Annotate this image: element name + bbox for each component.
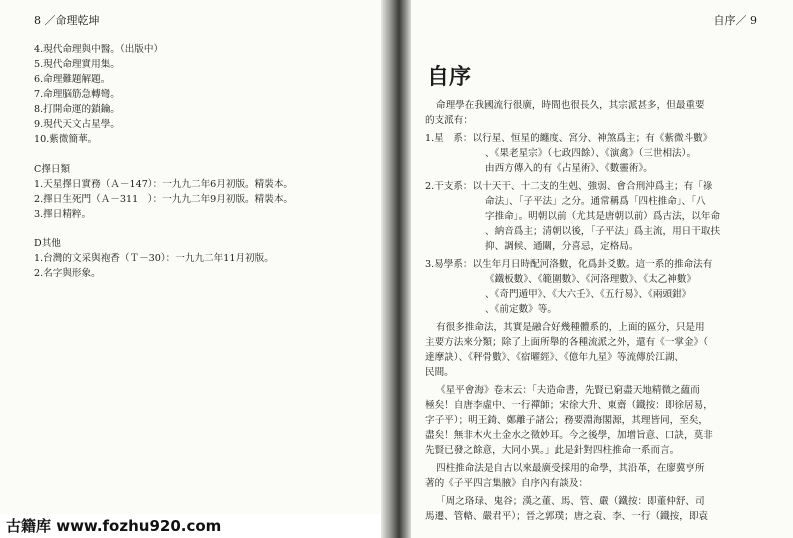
text-line: 的支派有： — [425, 115, 473, 126]
text-line: 2.干支系：以十天干、十二支的生剋、強弱、會合刑沖爲主；有「祿 — [425, 181, 713, 192]
list-item: 6.命理難題解題。 — [34, 74, 111, 85]
text-line: 「周之珞琭、鬼谷；漢之董、馬、管、嚴（鐵按：即董仲舒、司 — [436, 496, 705, 507]
list-item: 10.紫微簡華。 — [34, 134, 98, 145]
section-heading-d: D其他 — [34, 238, 61, 249]
list-item: 7.命理脳筋急轉彎。 — [34, 89, 120, 100]
text-line: 民間。 — [425, 367, 454, 378]
page-title: 自序 — [427, 64, 472, 90]
text-line: 1.星 系：以行星、恒星的纏度、宮分、神煞爲主；有《紫微斗數》 — [425, 133, 713, 144]
text-line: 先賢已發之餘意，大同小異。」此是針對四柱推命一系而言。 — [425, 445, 680, 456]
left-page-header: 8 ／命理乾坤 — [34, 14, 100, 27]
text-line: 盡矣！無非木火土金水之徵妙耳。今之後學，加增旨意、口訣，莫非 — [425, 430, 713, 441]
text-line: 、《果老星宗》（七政四餘）、《演禽》（三世相法）。 — [485, 148, 697, 159]
list-item: 3.擇日精粹。 — [34, 209, 92, 220]
text-line: 字推命」。明朝以前（尤其是唐朝以前）爲古法，以年命 — [485, 211, 721, 222]
list-item: 8.打開命運的鎖鑰。 — [34, 104, 120, 115]
text-line: 、《奇門遁甲》、《大六壬》、《五行易》、《兩頭鉗》 — [485, 289, 692, 300]
text-line: 馬遷、管輅、嚴君平）；晉之郭璞；唐之袁、李、一行（鐵按，即袁 — [425, 511, 709, 522]
text-line: 主要方法來分類；除了上面所舉的各種流派之外，還有《一掌金》（ — [425, 337, 709, 348]
list-item: 1.天星擇日實務（Ａ－147）：一九九二年6月初版。精裝本。 — [34, 179, 294, 190]
text-line: 達摩訣）、《秤骨數》、《宿曜經》、《億年九星》等流傳於江湖、 — [425, 352, 685, 363]
text-line: 3.易學系：以生年月日時配河洛數，化爲卦爻數。這一系的推命法有 — [425, 259, 713, 270]
text-line: 著的《子平四言集腋》自序內有談及： — [425, 478, 589, 489]
right-page-header: 自序／ 9 — [713, 14, 757, 27]
text-line: 極矣！自唐李虛中、一行禪師；宋徐大升、東齋（鐵按：即徐居易， — [425, 400, 713, 411]
list-item: 4.現代命理與中醫。（出版中） — [34, 44, 164, 55]
text-line: 、納音爲主；清朝以後，「子平法」爲主流，用日干取扶 — [485, 226, 721, 237]
watermark-text: 古籍库 www.fozhu920.com — [6, 517, 222, 535]
list-item: 1.台灣的文采與袍香（Ｔ－30）：一九九二年11月初版。 — [34, 253, 274, 264]
left-page — [0, 0, 381, 538]
text-line: 有很多推命法，其實是融合好幾種體系的，上面的區分，只是用 — [436, 322, 705, 333]
text-line: 字子平）；明王錡、鄭離子諸公；務要淵海閣源，其理皆同，至矣， — [425, 415, 709, 426]
text-line: 由西方傳入的有《占星術》、《數靈術》。 — [485, 163, 653, 174]
list-item: 9.現代天文占星學。 — [34, 119, 120, 130]
list-item: 2.名字與形象。 — [34, 268, 101, 279]
text-line: 、《前定數》等。 — [485, 304, 557, 315]
right-page — [411, 0, 793, 538]
watermark-bar — [0, 514, 381, 538]
text-line: 命法」、「子平法」之分。通常稱爲「四柱推命」、「八 — [485, 196, 706, 207]
text-line: 《星平會海》卷末云：「夫造命書，先賢已窮盡天地精微之蘊而 — [436, 385, 700, 396]
text-line: 抑、調候、通關，分喜忌，定格局。 — [485, 241, 639, 252]
book-spine — [381, 0, 411, 538]
text-line: 《鐵板數》、《範圍數》、《河洛理數》、《太乙神數》 — [485, 274, 697, 285]
section-heading-c: C擇日類 — [34, 164, 71, 175]
list-item: 2.擇日生死門（Ａ－311 ）：一九九二年9月初版。精裝本。 — [34, 194, 294, 205]
text-line: 四柱推命法是自古以來最廣受採用的命學，其沿革，在廖冀亨所 — [436, 463, 705, 474]
list-item: 5.現代命理實用集。 — [34, 59, 120, 70]
text-line: 命理學在我國流行很廣，時間也很長久，其宗派甚多，但最重要 — [436, 100, 705, 111]
